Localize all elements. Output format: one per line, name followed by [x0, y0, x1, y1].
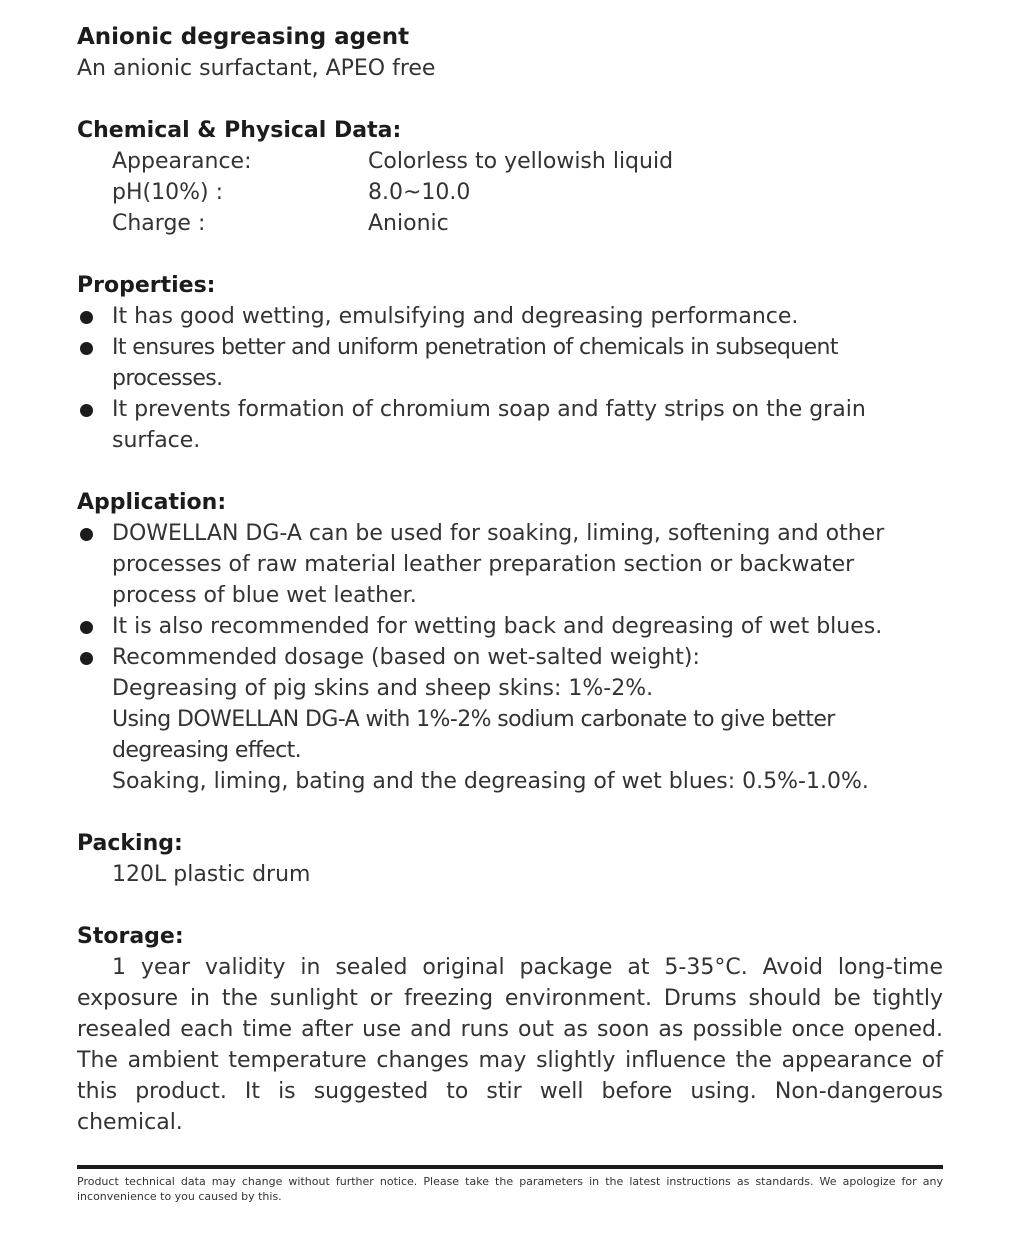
datasheet	[77, 22, 943, 1138]
product-title: Anionic degreasing agent	[77, 24, 410, 50]
charge-value: Anionic	[368, 211, 449, 236]
footer-divider	[77, 1165, 943, 1169]
list-item: Recommended dosage (based on wet-salted weight):	[77, 642, 943, 673]
charge-row	[77, 208, 943, 239]
ph-value: 8.0~10.0	[368, 180, 471, 205]
packing-heading: Packing:	[77, 831, 183, 856]
dosage-line: Using DOWELLAN DG-A with 1%-2% sodium carbonate to give better degreasing effect.	[112, 707, 835, 763]
storage-text: 1 year validity in sealed original package at 5-35°C. Avoid long-time exposure in the sunlight or freezing environment. Drums should be tightly resealed each time after use and runs out as soon as possible once opened. The ambient temperature changes may slightly influence the appearance of this product. It is suggested to stir well before using. Non-dangerous chemical.	[77, 955, 943, 1135]
storage-heading: Storage:	[77, 924, 184, 949]
ph-label: pH(10%) :	[112, 180, 223, 205]
appearance-row	[77, 146, 943, 177]
properties-list	[77, 301, 943, 456]
properties-heading: Properties:	[77, 273, 216, 298]
appearance-value: Colorless to yellowish liquid	[368, 149, 674, 174]
charge-label: Charge :	[112, 211, 206, 236]
dosage-line: Degreasing of pig skins and sheep skins: 1%-2%.	[112, 676, 654, 701]
list-item: It ensures better and uniform penetration of chemicals in subsequent processes.	[77, 332, 943, 394]
list-item: DOWELLAN DG-A can be used for soaking, liming, softening and other processes of raw material leather preparation section or backwater process of blue wet leather.	[77, 518, 943, 611]
application-list	[77, 518, 943, 673]
ph-row	[77, 177, 943, 208]
dosage-line: Soaking, liming, bating and the degreasing of wet blues: 0.5%-1.0%.	[112, 769, 869, 794]
appearance-label: Appearance:	[112, 149, 252, 174]
product-subtitle: An anionic surfactant, APEO free	[77, 56, 436, 81]
chemical-heading: Chemical & Physical Data:	[77, 118, 402, 143]
packing-text: 120L plastic drum	[112, 862, 311, 887]
application-heading: Application:	[77, 490, 227, 515]
list-item: It prevents formation of chromium soap and fatty strips on the grain surface.	[77, 394, 943, 456]
list-item: It has good wetting, emulsifying and degreasing performance.	[77, 301, 943, 332]
footer-disclaimer: Product technical data may change without further notice. Please take the parameters in the latest instructions as standards. We apologize for any inconvenience to you caused by this.	[77, 1175, 943, 1203]
list-item: It is also recommended for wetting back and degreasing of wet blues.	[77, 611, 943, 642]
